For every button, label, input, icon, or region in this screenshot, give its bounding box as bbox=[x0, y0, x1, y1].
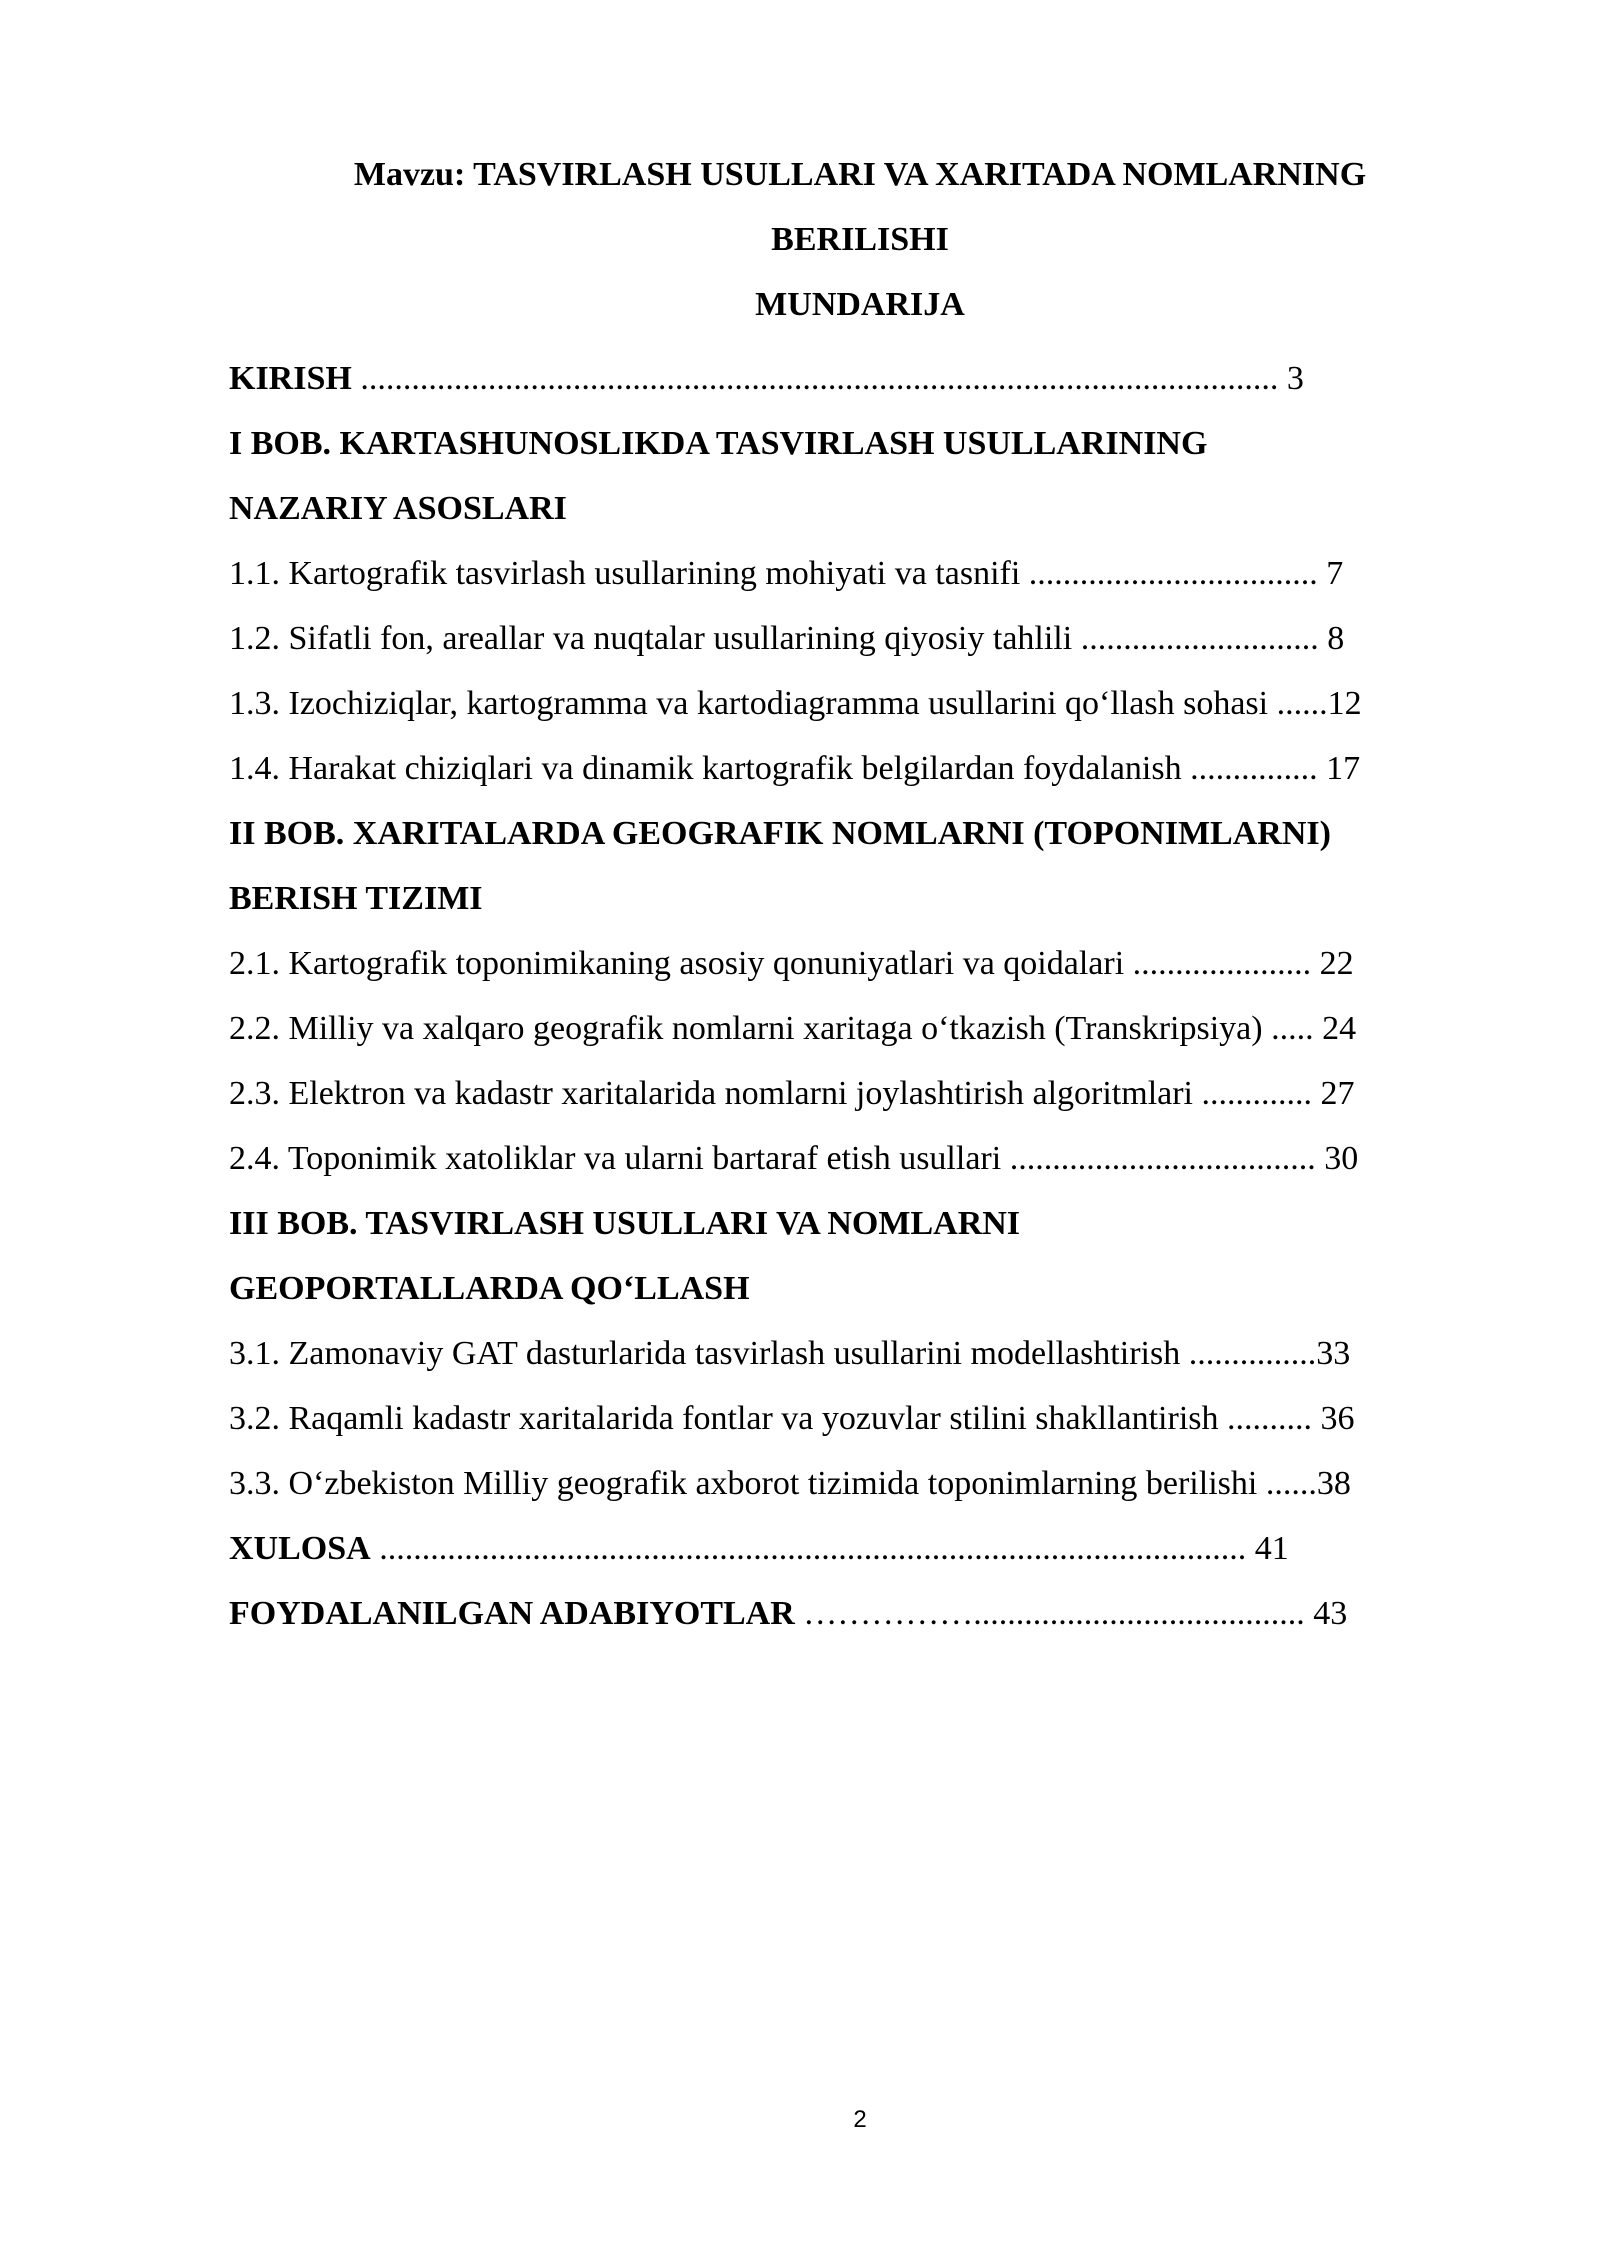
toc-dot-leader: ............... bbox=[1180, 1335, 1317, 1372]
toc-entry-title: KIRISH bbox=[229, 360, 352, 397]
toc-dot-leader: ..... bbox=[1262, 1010, 1323, 1047]
toc-entry-title: I BOB. KARTASHUNOSLIKDA TASVIRLASH USULLARINING bbox=[229, 425, 1208, 462]
toc-entry bbox=[229, 671, 1489, 736]
toc-page-number: 30 bbox=[1324, 1140, 1359, 1177]
toc-page-number: 22 bbox=[1319, 945, 1354, 982]
toc-entry bbox=[229, 1126, 1489, 1191]
toc-entry bbox=[229, 1451, 1489, 1516]
toc-entry bbox=[229, 541, 1489, 606]
toc-dot-leader: ...................................................................................................... bbox=[370, 1530, 1255, 1567]
toc-entry bbox=[229, 931, 1489, 996]
toc-dot-leader: .......... bbox=[1218, 1400, 1321, 1437]
toc-page-number: 8 bbox=[1327, 620, 1345, 657]
toc-entry bbox=[229, 1516, 1489, 1581]
toc-entry bbox=[229, 1581, 1489, 1646]
toc-page-number: 7 bbox=[1326, 555, 1344, 592]
toc-page-number: 17 bbox=[1326, 750, 1361, 787]
toc-chapter-heading bbox=[229, 1256, 1489, 1321]
toc-dot-leader: ............. bbox=[1193, 1075, 1321, 1112]
toc-entry bbox=[229, 1321, 1489, 1386]
toc-entry bbox=[229, 736, 1489, 801]
toc-entry-title: 1.4. Harakat chiziqlari va dinamik kartografik belgilardan foydalanish bbox=[229, 750, 1182, 787]
page-number: 2 bbox=[853, 2106, 867, 2133]
toc-page-number: 43 bbox=[1313, 1595, 1348, 1632]
toc-dot-leader: ............................................................................................................ bbox=[351, 360, 1287, 397]
toc-entry-title: II BOB. XARITALARDA GEOGRAFIK NOMLARNI (TOPONIMLARNI) bbox=[229, 815, 1331, 852]
toc-entry-title: 1.3. Izochiziqlar, kartogramma va kartodiagramma usullarini qo‘llash sohasi bbox=[229, 685, 1269, 722]
toc-entry bbox=[229, 606, 1489, 671]
toc-entry-title: NAZARIY ASOSLARI bbox=[229, 490, 567, 527]
toc-page-number: 12 bbox=[1327, 685, 1362, 722]
toc-page-number: 33 bbox=[1316, 1335, 1351, 1372]
contents-heading: MUNDARIJA bbox=[755, 286, 965, 323]
toc-dot-leader: ..................... bbox=[1124, 945, 1320, 982]
toc-page-number: 3 bbox=[1286, 360, 1304, 397]
toc-chapter-heading bbox=[229, 1191, 1489, 1256]
toc-entry-title: FOYDALANILGAN ADABIYOTLAR bbox=[229, 1595, 795, 1632]
toc-page-number: 24 bbox=[1322, 1010, 1357, 1047]
toc-entry-title: 3.2. Raqamli kadastr xaritalarida fontlar va yozuvlar stilini shakllantirish bbox=[229, 1400, 1219, 1437]
toc-page-number: 27 bbox=[1320, 1075, 1355, 1112]
toc-entry bbox=[229, 996, 1489, 1061]
toc-entry-title: 3.3. O‘zbekiston Milliy geografik axborot tizimida toponimlarning berilishi bbox=[229, 1465, 1258, 1502]
toc-entry-title: 2.2. Milliy va xalqaro geografik nomlarni xaritaga o‘tkazish (Transkripsiya) bbox=[229, 1010, 1263, 1047]
toc-dot-leader: ............................ bbox=[1072, 620, 1328, 657]
toc-entry bbox=[229, 1061, 1489, 1126]
toc-chapter-heading bbox=[229, 411, 1489, 476]
toc-chapter-heading bbox=[229, 801, 1489, 866]
table-of-contents bbox=[229, 346, 1489, 1646]
toc-page-number: 36 bbox=[1320, 1400, 1355, 1437]
topic-title: Mavzu: TASVIRLASH USULLARI VA XARITADA NOMLARNING bbox=[353, 156, 1367, 193]
toc-dot-leader: .................................. bbox=[1020, 555, 1327, 592]
toc-dot-leader: ...... bbox=[1257, 1465, 1317, 1502]
toc-dot-leader: ............... bbox=[1181, 750, 1327, 787]
toc-page-number: 41 bbox=[1254, 1530, 1289, 1567]
toc-entry-title: 2.1. Kartografik toponimikaning asosiy qonuniyatlari va qoidalari bbox=[229, 945, 1125, 982]
topic-title-continued: BERILISHI bbox=[771, 221, 949, 258]
toc-entry-title: XULOSA bbox=[229, 1530, 371, 1567]
toc-entry-title: 1.1. Kartografik tasvirlash usullarining mohiyati va tasnifi bbox=[229, 555, 1021, 592]
toc-entry-title: BERISH TIZIMI bbox=[229, 880, 483, 917]
toc-entry-title: GEOPORTALLARDA QO‘LLASH bbox=[229, 1270, 750, 1307]
toc-entry-title: 1.2. Sifatli fon, areallar va nuqtalar usullarining qiyosiy tahlili bbox=[229, 620, 1073, 657]
toc-dot-leader: ...... bbox=[1268, 685, 1328, 722]
toc-dot-leader: ……………....................................... bbox=[794, 1595, 1314, 1632]
toc-entry bbox=[229, 1386, 1489, 1451]
toc-page-number: 38 bbox=[1316, 1465, 1351, 1502]
toc-dot-leader: .................................... bbox=[1001, 1140, 1325, 1177]
toc-chapter-heading bbox=[229, 866, 1489, 931]
toc-entry-title: 2.3. Elektron va kadastr xaritalarida nomlarni joylashtirish algoritmlari bbox=[229, 1075, 1194, 1112]
toc-entry-title: III BOB. TASVIRLASH USULLARI VA NOMLARNI bbox=[229, 1205, 1021, 1242]
toc-entry-title: 3.1. Zamonaviy GAT dasturlarida tasvirlash usullarini modellashtirish bbox=[229, 1335, 1181, 1372]
toc-chapter-heading bbox=[229, 476, 1489, 541]
toc-entry-title: 2.4. Toponimik xatoliklar va ularni bartaraf etish usullari bbox=[229, 1140, 1002, 1177]
toc-entry bbox=[229, 346, 1489, 411]
